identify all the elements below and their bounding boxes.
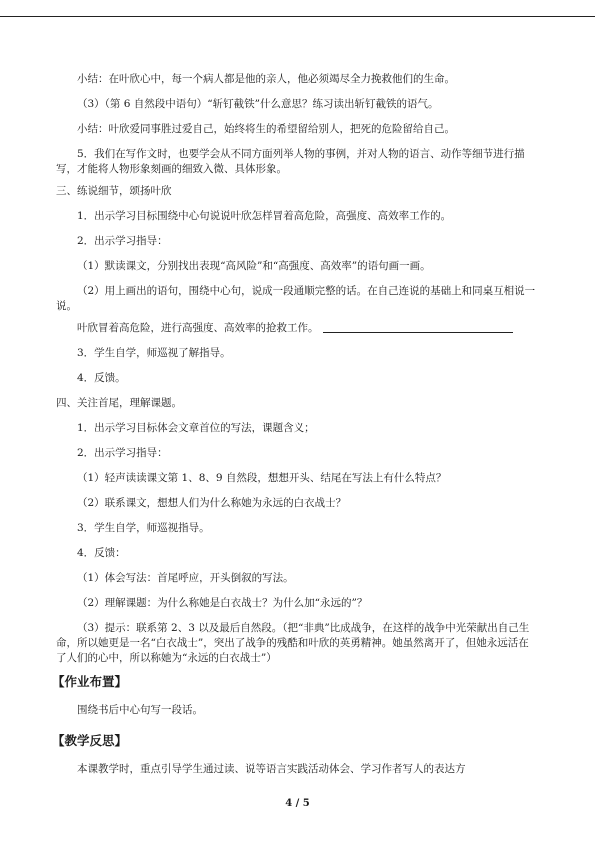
self-study-item-2: 3．学生自学，师巡视指导。 (77, 522, 210, 534)
reflection-heading: 【教学反思】 (52, 733, 128, 748)
answer-blank-line[interactable] (323, 321, 513, 333)
fill-in-sentence (56, 321, 536, 336)
guide-step-2b: （2）联系课文，想想人们为什么称她为永远的白衣战士？ (77, 497, 347, 509)
learning-guide-item: 2．出示学习指导： (77, 235, 168, 247)
learning-goal-item-2: 1．出示学习目标体会文章首位的写法，课题含义； (77, 422, 315, 434)
homework-heading: 【作业布置】 (52, 674, 128, 689)
feedback-item: 4．反馈。 (77, 372, 126, 384)
learning-goal-item: 1．出示学习目标围绕中心句说说叶欣怎样冒着高危险，高强度、高效率工作的。 (77, 210, 452, 222)
feedback-point-1: （1）体会写法：首尾呼应，开头倒叙的写法。 (77, 572, 294, 584)
page-number: 4 / 5 (285, 798, 310, 809)
feedback-item-2: 4．反馈： (77, 547, 126, 559)
summary-paragraph-1: 小结：在叶欣心中，每一个病人都是他的亲人，他必须竭尽全力挽救他们的生命。 (77, 73, 455, 85)
feedback-point-2: （2）理解课题：为什么称她是白衣战士？为什么加“永远的”？ (77, 597, 368, 609)
guide-step-2: （2）用上画出的语句，围绕中心句，说成一段通顺完整的话。在自己连说的基础上和同桌互相说一说。 (56, 285, 536, 312)
document-body (52, 72, 536, 787)
guide-step-1b: （1）轻声读读课文第 1、8、9 自然段，想想开头、结尾在写法上有什么特点？ (77, 472, 447, 484)
fill-in-text: 叶欣冒着高危险，进行高强度、高效率的抢救工作。 (77, 322, 319, 334)
section-heading-4: 四、关注首尾，理解课题。 (56, 397, 182, 409)
header-rule (0, 16, 595, 17)
section-heading-3: 三、练说细节，颂扬叶欣 (56, 185, 172, 197)
learning-guide-item-2: 2．出示学习指导： (77, 447, 168, 459)
writing-tip-paragraph: 5．我们在写作文时，也要学会从不同方面列举人物的事例，并对人物的语言、动作等细节进行描写，才能将人物形象刻画的细致入微、具体形象。 (56, 148, 525, 175)
homework-text: 围绕书后中心句写一段话。 (77, 704, 203, 716)
self-study-item: 3．学生自学，师巡视了解指导。 (77, 347, 231, 359)
reflection-text: 本课教学时，重点引导学生通过读、说等语言实践活动体会、学习作者写人的表达方 (77, 763, 466, 775)
feedback-point-3: （3）提示：联系第 2、3 以及最后自然段。（把“非典”比成战争，在这样的战争中光荣献出自己生命，所以她更是一名“白衣战士”，突出了战争的残酷和叶欣的英勇精神。她虽然离开了，但她永远活在了人们的心中，所以称她为“永远的白衣战士”） (56, 622, 530, 664)
summary-paragraph-2: 小结：叶欣爱同事胜过爱自己，始终将生的希望留给别人，把死的危险留给自己。 (77, 123, 455, 135)
question-paragraph-3: （3）（第 6 自然段中语句）“斩钉截铁”什么意思？练习读出斩钉截铁的语气。 (77, 98, 439, 110)
guide-step-1: （1）默读课文，分别找出表现“高风险”和“高强度、高效率”的语句画一画。 (77, 260, 431, 272)
